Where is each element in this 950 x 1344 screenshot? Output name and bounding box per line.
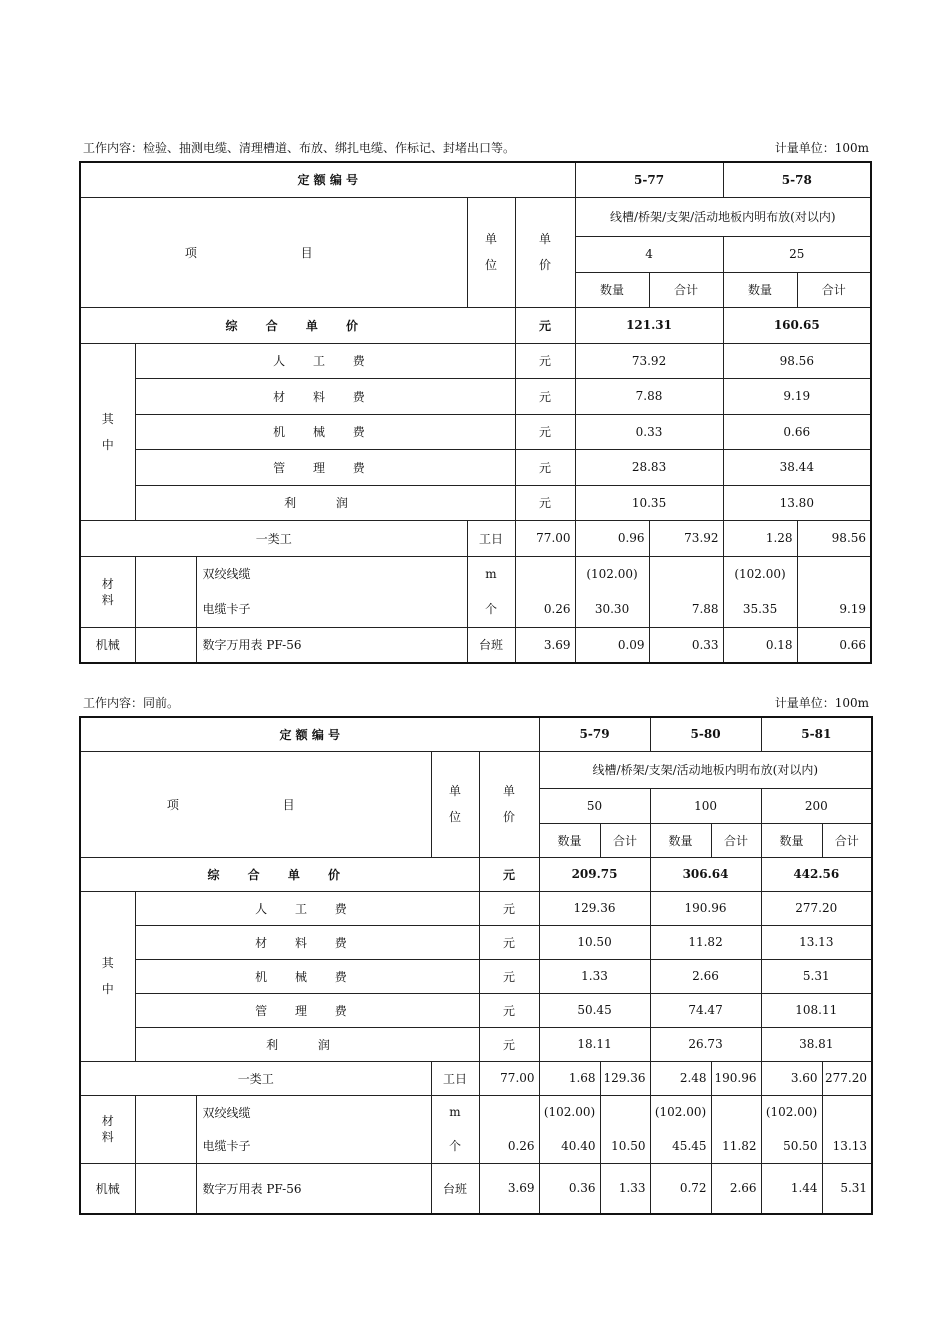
blank-cell	[135, 556, 196, 627]
material-qty: (102.00)	[650, 1095, 711, 1129]
item-description: 线槽/桥架/支架/活动地板内明布放(对以内)	[539, 751, 872, 788]
quota-table-2	[79, 716, 873, 1215]
sum-header: 合计	[649, 272, 723, 307]
cost-name: 管 理 费	[135, 449, 515, 485]
machine-unit: 台班	[431, 1163, 479, 1214]
machine-price: 3.69	[515, 627, 575, 663]
labor-name: 一类工	[80, 1061, 431, 1095]
price-column-label: 单 价	[479, 751, 539, 857]
quota-code: 5-80	[650, 717, 761, 751]
labor-price: 77.00	[479, 1061, 539, 1095]
cost-value: 38.81	[761, 1027, 872, 1061]
item-description: 线槽/桥架/支架/活动地板内明布放(对以内)	[575, 197, 871, 236]
material-name: 电缆卡子	[196, 591, 467, 627]
total-price-label: 综 合 单 价	[80, 857, 479, 891]
material-qty: (102.00)	[761, 1095, 822, 1129]
material-sum	[822, 1095, 872, 1129]
machine-qty: 0.72	[650, 1163, 711, 1214]
material-qty: 35.35	[723, 591, 797, 627]
sum-header: 合计	[822, 823, 872, 857]
yuan-unit: 元	[515, 343, 575, 378]
among-label: 其 中	[80, 343, 135, 520]
cost-name: 利 润	[135, 485, 515, 520]
measure-unit-2: 计量单位：100m	[774, 696, 869, 710]
qty-header: 数量	[575, 272, 649, 307]
total-price: 442.56	[761, 857, 872, 891]
cost-value: 0.66	[723, 414, 871, 449]
cost-value: 5.31	[761, 959, 872, 993]
blank-cell	[135, 1163, 196, 1214]
cost-value: 74.47	[650, 993, 761, 1027]
material-unit: m	[431, 1095, 479, 1129]
yuan-unit: 元	[479, 1027, 539, 1061]
yuan-unit: 元	[479, 959, 539, 993]
machine-label: 机械	[80, 1163, 135, 1214]
material-sum: 9.19	[797, 591, 871, 627]
machine-sum: 0.66	[797, 627, 871, 663]
cost-value: 7.88	[575, 378, 723, 414]
quota-number-label: 定 额 编 号	[80, 717, 539, 751]
section-2-header	[83, 694, 869, 711]
machine-name: 数字万用表 PF-56	[196, 627, 467, 663]
cost-value: 73.92	[575, 343, 723, 378]
cost-name: 利 润	[135, 1027, 479, 1061]
quota-table-1	[79, 161, 872, 664]
labor-unit: 工日	[467, 520, 515, 556]
material-price: 0.26	[515, 591, 575, 627]
section-1-header	[83, 139, 869, 156]
quota-code: 5-81	[761, 717, 872, 751]
material-sum	[600, 1095, 650, 1129]
blank-cell	[135, 627, 196, 663]
material-qty: (102.00)	[539, 1095, 600, 1129]
labor-qty: 3.60	[761, 1061, 822, 1095]
labor-sum: 129.36	[600, 1061, 650, 1095]
labor-sum: 73.92	[649, 520, 723, 556]
cost-name: 机 械 费	[135, 414, 515, 449]
material-qty: 50.50	[761, 1129, 822, 1163]
unit-column-label: 单 位	[467, 197, 515, 307]
cost-value: 50.45	[539, 993, 650, 1027]
cost-name: 管 理 费	[135, 993, 479, 1027]
material-sum: 7.88	[649, 591, 723, 627]
yuan-unit: 元	[515, 378, 575, 414]
cost-value: 38.44	[723, 449, 871, 485]
qty-header: 数量	[761, 823, 822, 857]
yuan-unit: 元	[479, 993, 539, 1027]
machine-qty: 0.18	[723, 627, 797, 663]
machine-label: 机械	[80, 627, 135, 663]
size-value: 25	[723, 236, 871, 272]
labor-name: 一类工	[80, 520, 467, 556]
cost-value: 1.33	[539, 959, 650, 993]
yuan-unit: 元	[479, 891, 539, 925]
machine-qty: 1.44	[761, 1163, 822, 1214]
sum-header: 合计	[711, 823, 761, 857]
yuan-unit: 元	[479, 857, 539, 891]
item-label: 项 目	[80, 751, 431, 857]
total-price: 209.75	[539, 857, 650, 891]
yuan-unit: 元	[515, 414, 575, 449]
cost-name: 人 工 费	[135, 891, 479, 925]
yuan-unit: 元	[515, 449, 575, 485]
yuan-unit: 元	[515, 485, 575, 520]
material-qty: 30.30	[575, 591, 649, 627]
qty-header: 数量	[723, 272, 797, 307]
measure-unit-1: 计量单位：100m	[774, 141, 869, 155]
unit-column-label: 单 位	[431, 751, 479, 857]
cost-value: 13.80	[723, 485, 871, 520]
size-value: 50	[539, 788, 650, 823]
quota-code: 5-78	[723, 162, 871, 197]
cost-value: 190.96	[650, 891, 761, 925]
material-qty: (102.00)	[575, 556, 649, 591]
material-label: 材 料	[80, 1095, 135, 1163]
cost-value: 28.83	[575, 449, 723, 485]
cost-value: 129.36	[539, 891, 650, 925]
machine-qty: 0.09	[575, 627, 649, 663]
machine-qty: 0.36	[539, 1163, 600, 1214]
blank-cell	[135, 1095, 196, 1163]
cost-value: 18.11	[539, 1027, 650, 1061]
machine-sum: 1.33	[600, 1163, 650, 1214]
total-price: 121.31	[575, 307, 723, 343]
labor-unit: 工日	[431, 1061, 479, 1095]
cost-name: 机 械 费	[135, 959, 479, 993]
size-value: 200	[761, 788, 872, 823]
labor-sum: 277.20	[822, 1061, 872, 1095]
cost-value: 2.66	[650, 959, 761, 993]
labor-qty: 0.96	[575, 520, 649, 556]
cost-value: 26.73	[650, 1027, 761, 1061]
labor-sum: 98.56	[797, 520, 871, 556]
material-name: 电缆卡子	[196, 1129, 431, 1163]
cost-value: 9.19	[723, 378, 871, 414]
cost-name: 材 料 费	[135, 925, 479, 959]
size-value: 100	[650, 788, 761, 823]
quota-code: 5-77	[575, 162, 723, 197]
material-qty: (102.00)	[723, 556, 797, 591]
quota-code: 5-79	[539, 717, 650, 751]
material-price	[515, 556, 575, 591]
qty-header: 数量	[539, 823, 600, 857]
work-content-2: 工作内容：同前。	[83, 696, 180, 710]
size-value: 4	[575, 236, 723, 272]
cost-value: 11.82	[650, 925, 761, 959]
total-price: 306.64	[650, 857, 761, 891]
machine-price: 3.69	[479, 1163, 539, 1214]
material-name: 双绞线缆	[196, 1095, 431, 1129]
sum-header: 合计	[797, 272, 871, 307]
material-unit: 个	[431, 1129, 479, 1163]
yuan-unit: 元	[515, 307, 575, 343]
material-sum: 13.13	[822, 1129, 872, 1163]
labor-qty: 1.28	[723, 520, 797, 556]
cost-value: 98.56	[723, 343, 871, 378]
quota-number-label: 定 额 编 号	[80, 162, 575, 197]
cost-value: 13.13	[761, 925, 872, 959]
material-label: 材 料	[80, 556, 135, 627]
yuan-unit: 元	[479, 925, 539, 959]
cost-name: 材 料 费	[135, 378, 515, 414]
material-name: 双绞线缆	[196, 556, 467, 591]
work-content-1: 工作内容：检验、抽测电缆、清理槽道、布放、绑扎电缆、作标记、封堵出口等。	[83, 141, 516, 155]
machine-sum: 2.66	[711, 1163, 761, 1214]
cost-name: 人 工 费	[135, 343, 515, 378]
cost-value: 10.50	[539, 925, 650, 959]
total-price-label: 综 合 单 价	[80, 307, 515, 343]
among-label: 其 中	[80, 891, 135, 1061]
cost-value: 0.33	[575, 414, 723, 449]
item-label: 项 目	[80, 197, 467, 307]
labor-qty: 2.48	[650, 1061, 711, 1095]
material-sum	[797, 556, 871, 591]
machine-sum: 0.33	[649, 627, 723, 663]
material-sum: 11.82	[711, 1129, 761, 1163]
machine-name: 数字万用表 PF-56	[196, 1163, 431, 1214]
material-qty: 40.40	[539, 1129, 600, 1163]
cost-value: 277.20	[761, 891, 872, 925]
cost-value: 108.11	[761, 993, 872, 1027]
material-sum	[711, 1095, 761, 1129]
material-price	[479, 1095, 539, 1129]
total-price: 160.65	[723, 307, 871, 343]
material-qty: 45.45	[650, 1129, 711, 1163]
material-sum: 10.50	[600, 1129, 650, 1163]
cost-value: 10.35	[575, 485, 723, 520]
price-column-label: 单 价	[515, 197, 575, 307]
labor-price: 77.00	[515, 520, 575, 556]
material-price: 0.26	[479, 1129, 539, 1163]
labor-sum: 190.96	[711, 1061, 761, 1095]
material-unit: m	[467, 556, 515, 591]
labor-qty: 1.68	[539, 1061, 600, 1095]
material-unit: 个	[467, 591, 515, 627]
sum-header: 合计	[600, 823, 650, 857]
material-sum	[649, 556, 723, 591]
machine-unit: 台班	[467, 627, 515, 663]
machine-sum: 5.31	[822, 1163, 872, 1214]
qty-header: 数量	[650, 823, 711, 857]
